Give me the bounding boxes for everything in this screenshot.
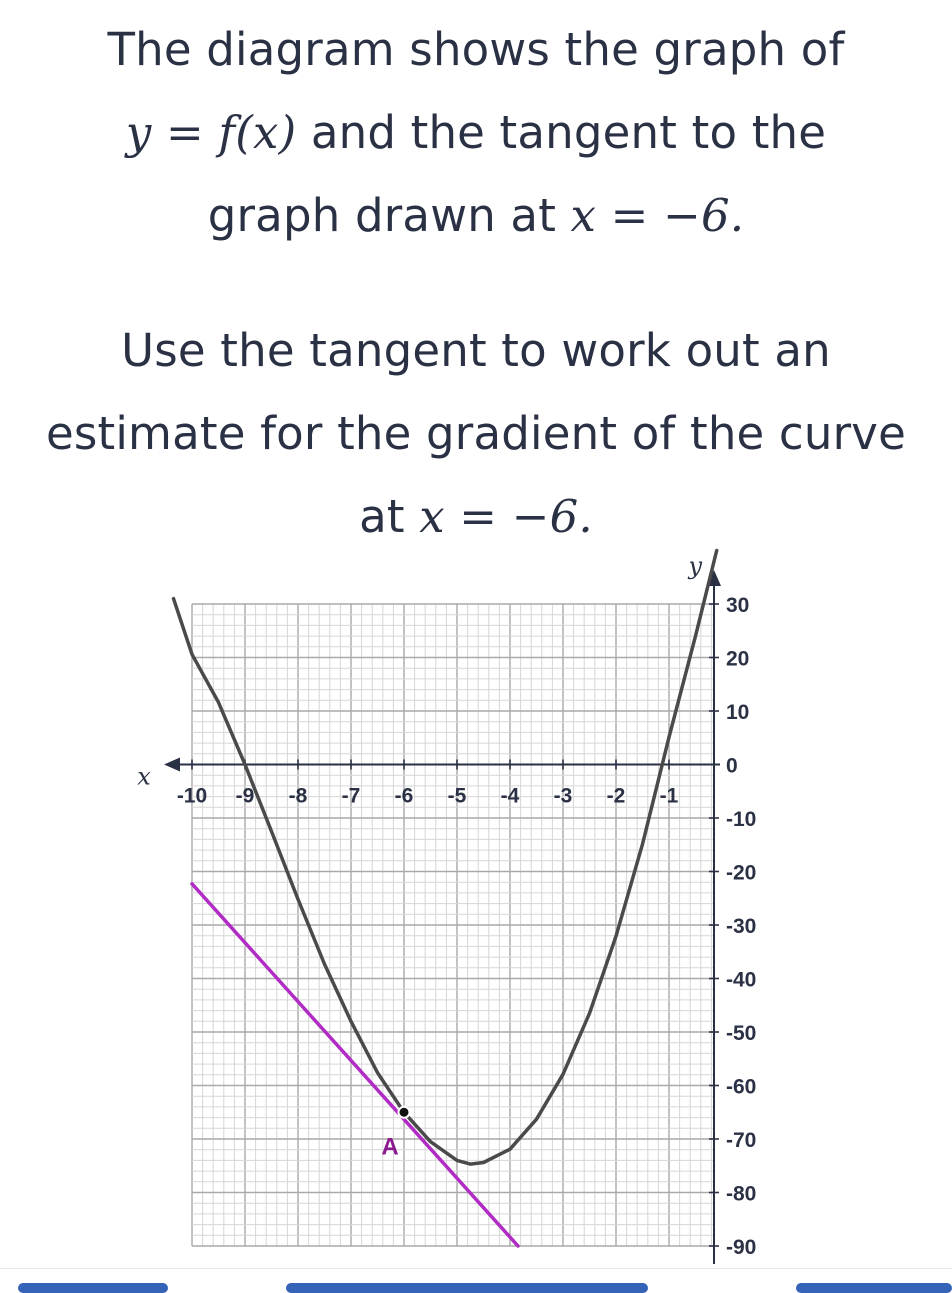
question-line-4: Use the tangent to work out an <box>121 324 831 377</box>
x-tick-label: -4 <box>500 784 520 808</box>
y-tick-label: 30 <box>726 594 750 617</box>
y-tick-label: -90 <box>726 1236 757 1259</box>
x-axis-arrow <box>164 758 180 772</box>
bottom-pill-right <box>796 1283 952 1293</box>
x-axis-label: x <box>137 762 151 791</box>
question-line-5: estimate for the gradient of the curve <box>45 407 907 460</box>
y-tick-label: 0 <box>726 754 738 778</box>
y-tick-label: 20 <box>726 647 750 671</box>
function-expression: y = f(x) <box>125 106 297 159</box>
point-a-marker <box>399 1107 410 1118</box>
bottom-pill-left <box>18 1283 168 1293</box>
x-tick-label: -7 <box>341 784 361 808</box>
x-tick-label: -5 <box>447 784 467 808</box>
x-tick-label: -2 <box>606 784 626 808</box>
question-line-6-text: at <box>359 490 420 543</box>
y-tick-label: -40 <box>726 968 757 992</box>
y-tick-label: 10 <box>726 701 750 724</box>
y-tick-label: -10 <box>726 808 757 831</box>
x-tick-label: -3 <box>553 784 573 808</box>
bottom-pill-center <box>286 1283 648 1293</box>
x-tick-label: -1 <box>659 784 679 808</box>
x-tick-label: -10 <box>176 784 208 808</box>
x-value-expression-2: x = −6. <box>419 490 593 543</box>
y-tick-label: -70 <box>726 1129 757 1152</box>
y-tick-label: -20 <box>726 861 757 885</box>
tangent-line <box>192 884 518 1246</box>
question-line-3-text: graph drawn at <box>207 189 571 242</box>
y-tick-label: -60 <box>726 1075 757 1099</box>
curve-line <box>174 551 717 1165</box>
question-line-1: The diagram shows the graph of <box>107 23 845 76</box>
point-a-label: A <box>381 1133 399 1161</box>
question-line-2-text: and the tangent to the <box>296 106 827 159</box>
y-axis-label: y <box>688 552 702 580</box>
y-tick-label: -80 <box>726 1182 757 1206</box>
y-tick-label: -30 <box>726 915 757 938</box>
y-tick-label: -50 <box>726 1022 757 1045</box>
x-tick-label: -6 <box>394 784 414 808</box>
x-tick-label: -9 <box>235 784 255 808</box>
x-tick-label: -8 <box>288 784 308 808</box>
x-value-expression: x = −6. <box>570 189 745 242</box>
